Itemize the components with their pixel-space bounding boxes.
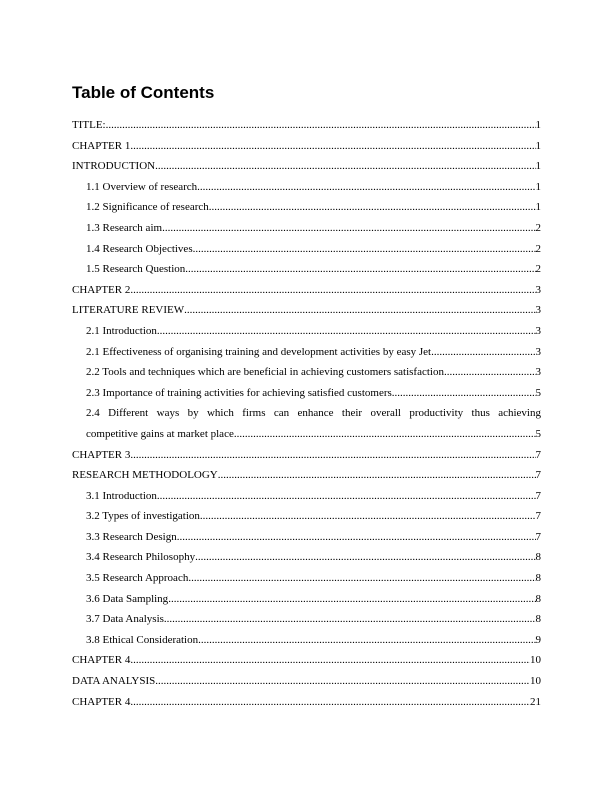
dot-leader <box>184 300 535 321</box>
dot-leader <box>444 362 536 383</box>
dot-leader <box>200 506 536 527</box>
toc-entry[interactable] <box>72 136 541 157</box>
toc-entry-label: CHAPTER 3 <box>72 448 131 461</box>
dot-leader <box>168 589 535 610</box>
toc-entry[interactable] <box>72 362 541 383</box>
dot-leader <box>198 630 535 651</box>
toc-entry-label: CHAPTER 4 <box>72 654 131 667</box>
toc-page-number: 21 <box>530 695 541 708</box>
toc-entry[interactable] <box>72 300 541 321</box>
dot-leader <box>155 156 535 177</box>
toc-entry[interactable] <box>72 609 541 630</box>
toc-entry-label: 3.1 Introduction <box>86 489 157 502</box>
toc-entry-label: CHAPTER 4 <box>72 695 131 708</box>
toc-entry[interactable] <box>72 115 541 136</box>
toc-entry-line2 <box>86 424 541 445</box>
toc-page-number: 1 <box>535 201 541 214</box>
toc-entry-label: 3.6 Data Sampling <box>86 592 169 605</box>
toc-page-number: 8 <box>535 592 541 605</box>
toc-page-number: 5 <box>535 386 541 399</box>
dot-leader <box>130 445 535 466</box>
toc-entry[interactable] <box>72 403 541 444</box>
toc-entry[interactable] <box>72 218 541 239</box>
toc-entry[interactable] <box>72 568 541 589</box>
toc-entry-label-line2: competitive gains at market place <box>86 427 234 440</box>
dot-leader <box>431 342 535 363</box>
toc-page-number: 7 <box>535 510 541 523</box>
toc-entry[interactable] <box>72 177 541 198</box>
dot-leader <box>130 280 535 301</box>
dot-leader <box>130 650 530 671</box>
toc-page-number: 3 <box>535 283 541 296</box>
dot-leader <box>195 547 535 568</box>
toc-entry-label: 3.4 Research Philosophy <box>86 551 196 564</box>
toc-entry-label: 2.3 Importance of training activities for achieving satisfied customers <box>86 386 392 399</box>
dot-leader <box>157 321 536 342</box>
dot-leader <box>155 671 530 692</box>
toc-entry[interactable] <box>72 671 541 692</box>
toc-page-number: 10 <box>530 654 541 667</box>
toc-entry[interactable] <box>72 321 541 342</box>
toc-entry-label: 1.1 Overview of research <box>86 180 198 193</box>
toc-entry[interactable] <box>72 342 541 363</box>
toc-entry-label: LITERATURE REVIEW <box>72 304 185 317</box>
toc-entry-label: 1.2 Significance of research <box>86 201 209 214</box>
dot-leader <box>185 259 535 280</box>
toc-entry-label: DATA ANALYSIS <box>72 675 156 688</box>
toc-entry[interactable] <box>72 280 541 301</box>
toc-entry-label: 3.5 Research Approach <box>86 572 189 585</box>
toc-page-number: 7 <box>535 448 541 461</box>
toc-page-number: 3 <box>535 366 541 379</box>
toc-page-number: 7 <box>535 469 541 482</box>
dot-leader <box>164 609 536 630</box>
toc-entry[interactable] <box>72 527 541 548</box>
toc-entry[interactable] <box>72 383 541 404</box>
toc-entry[interactable] <box>72 692 541 713</box>
toc-entry-label: 2.1 Effectiveness of organising training and development activities by easy Jet <box>86 345 432 358</box>
toc-page-number: 2 <box>535 221 541 234</box>
toc-entry[interactable] <box>72 486 541 507</box>
toc-entry-label: 3.3 Research Design <box>86 530 177 543</box>
toc-entry[interactable] <box>72 445 541 466</box>
toc-page-number: 3 <box>535 304 541 317</box>
toc-entry[interactable] <box>72 465 541 486</box>
toc-entry[interactable] <box>72 630 541 651</box>
toc-entry-label: 1.3 Research aim <box>86 221 163 234</box>
toc-entry-label: 3.8 Ethical Consideration <box>86 633 199 646</box>
toc-entry-label: 2.1 Introduction <box>86 324 157 337</box>
toc-entry-label: 2.2 Tools and techniques which are beneficial in achieving customers satisfaction <box>86 366 444 379</box>
toc-page-number: 8 <box>535 572 541 585</box>
toc-page-number: 2 <box>535 263 541 276</box>
toc-entry[interactable] <box>72 156 541 177</box>
toc-entry[interactable] <box>72 197 541 218</box>
dot-leader <box>234 424 536 445</box>
toc-page-number: 7 <box>535 530 541 543</box>
toc-entry-label: TITLE: <box>72 119 106 131</box>
toc-entry-label: INTRODUCTION <box>72 160 156 173</box>
dot-leader <box>177 527 536 548</box>
dot-leader <box>130 136 535 157</box>
dot-leader <box>162 218 535 239</box>
toc-page-number: 3 <box>535 324 541 337</box>
toc-entry-label: CHAPTER 2 <box>72 283 131 296</box>
dot-leader <box>218 465 536 486</box>
toc-page-number: 9 <box>535 633 541 646</box>
toc-page-number: 2 <box>535 242 541 255</box>
dot-leader <box>188 568 535 589</box>
toc-entry[interactable] <box>72 589 541 610</box>
toc-entry[interactable] <box>72 506 541 527</box>
table-of-contents <box>72 115 541 712</box>
toc-page-number: 10 <box>530 675 541 688</box>
dot-leader <box>209 197 536 218</box>
toc-page-number: 5 <box>535 427 541 440</box>
toc-entry[interactable] <box>72 650 541 671</box>
toc-entry[interactable] <box>72 259 541 280</box>
page-title: Table of Contents <box>72 83 215 102</box>
dot-leader <box>106 115 536 136</box>
toc-page-number: 3 <box>535 345 541 358</box>
toc-entry-label: 1.4 Research Objectives <box>86 242 193 255</box>
toc-page-number: 8 <box>535 613 541 626</box>
toc-entry-label: 3.2 Types of investigation <box>86 510 200 523</box>
toc-entry-label: 1.5 Research Question <box>86 263 186 276</box>
toc-page-number: 1 <box>535 119 541 131</box>
toc-entry-label: RESEARCH METHODOLOGY <box>72 469 218 482</box>
dot-leader <box>197 177 535 198</box>
toc-page-number: 1 <box>535 139 541 152</box>
toc-entry[interactable] <box>72 547 541 568</box>
toc-page-number: 1 <box>535 180 541 193</box>
toc-entry-label: CHAPTER 1 <box>72 139 131 152</box>
toc-page-number: 1 <box>535 160 541 173</box>
toc-entry[interactable] <box>72 239 541 260</box>
dot-leader <box>157 486 536 507</box>
dot-leader <box>130 692 530 713</box>
toc-page-number: 8 <box>535 551 541 564</box>
dot-leader <box>193 239 536 260</box>
toc-entry-label: 3.7 Data Analysis <box>86 613 164 626</box>
toc-entry-label-line1: 2.4 Different ways by which firms can enhance their overall productivity thus achieving <box>86 407 541 420</box>
dot-leader <box>392 383 536 404</box>
toc-page-number: 7 <box>535 489 541 502</box>
